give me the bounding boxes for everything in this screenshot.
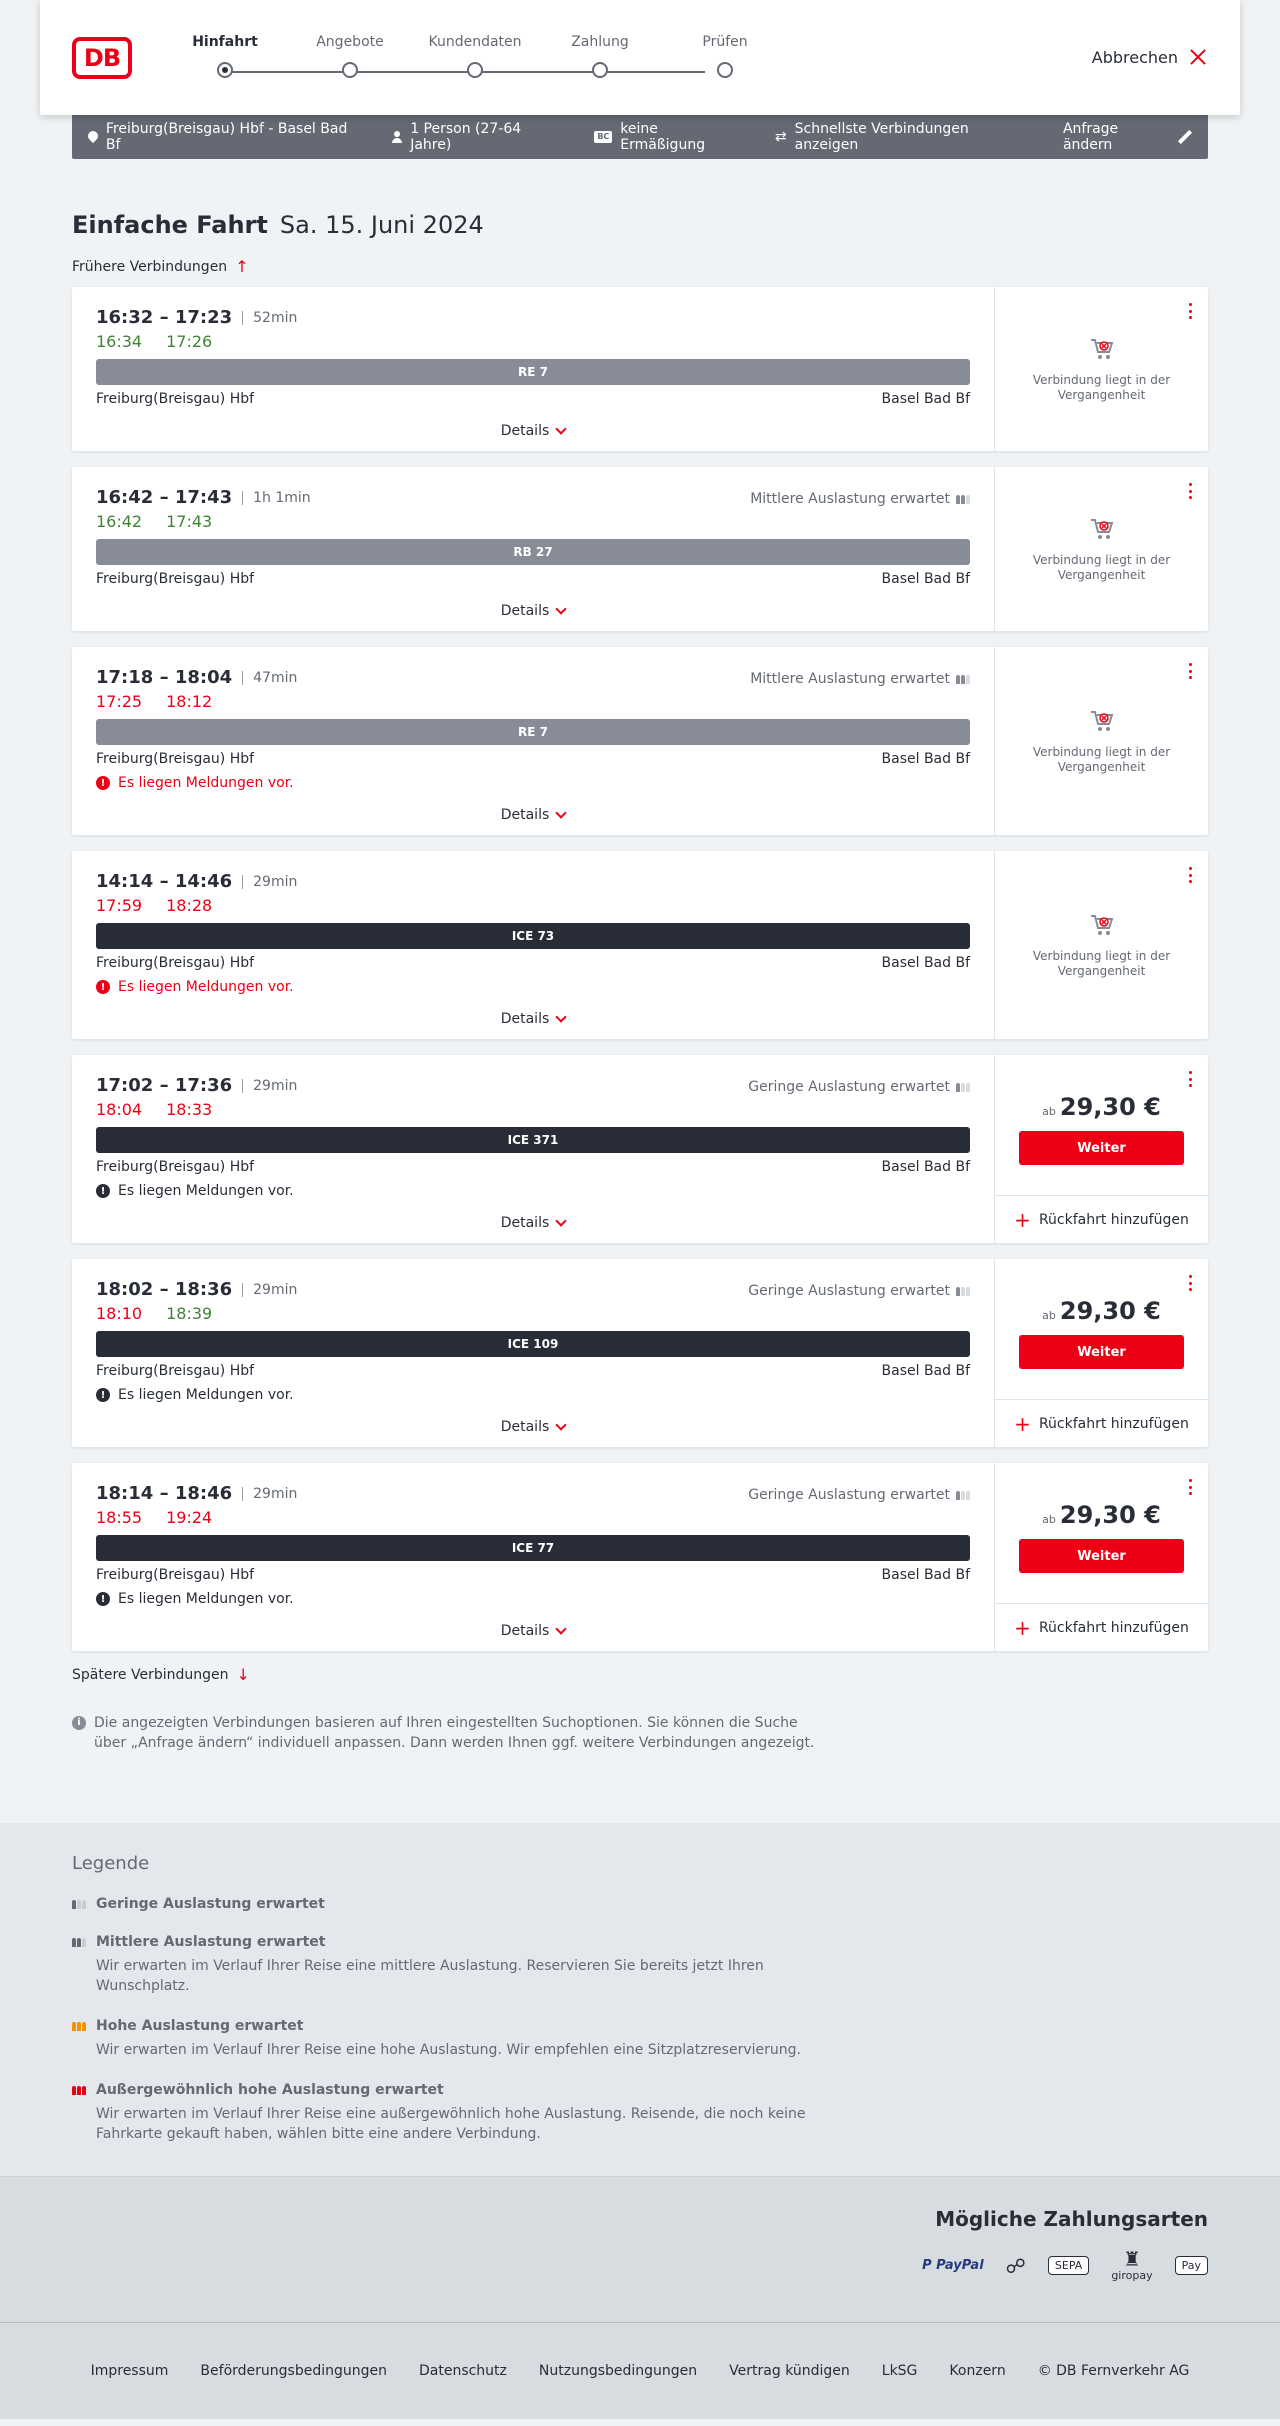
message-text: Es liegen Meldungen vor.	[118, 1183, 294, 1199]
occupancy-level-icon	[72, 1938, 88, 1947]
info-text: Die angezeigten Verbindungen basieren auf Ihren eingestellten Suchoptionen. Sie können die Suche über „Anfrage ändern“ individuell anpassen. Dann werden Ihnen ggf. weitere Verbindungen angezeigt.	[94, 1715, 815, 1751]
price	[1042, 1297, 1161, 1325]
header	[40, 0, 1240, 115]
connection-info	[72, 1259, 995, 1447]
apple-pay-label: Pay	[1181, 2259, 1201, 2272]
step-dot	[592, 62, 608, 78]
occupancy-label: Mittlere Auslastung erwartet	[750, 491, 950, 507]
realtime-arrival: 19:24	[166, 1508, 213, 1527]
chevron-down-icon	[556, 603, 567, 614]
query-mode	[775, 121, 1033, 153]
step-dot	[342, 62, 358, 78]
sepa-icon: SEPA	[1048, 2256, 1089, 2275]
connection-info	[72, 287, 995, 451]
connection-info	[72, 851, 995, 1039]
planned-times: 16:32 – 17:23	[96, 307, 233, 328]
occupancy-icon	[956, 1491, 970, 1500]
legend-item	[72, 1896, 1208, 1912]
occupancy-label: Geringe Auslastung erwartet	[748, 1079, 950, 1095]
connection-card	[72, 1463, 1208, 1651]
train-bar[interactable]: RE 7	[96, 359, 970, 385]
query-route	[88, 121, 362, 153]
past-connection-notice	[995, 851, 1208, 1039]
chevron-down-icon	[556, 1623, 567, 1634]
bahncard-icon: BC	[594, 131, 612, 143]
stations-row	[96, 571, 970, 587]
more-options-icon[interactable]	[1188, 867, 1192, 883]
message-text: Es liegen Meldungen vor.	[118, 1387, 294, 1403]
past-connection-notice	[995, 467, 1208, 631]
return-label: Rückfahrt hinzufügen	[1038, 1415, 1189, 1432]
message-text: Es liegen Meldungen vor.	[118, 1591, 294, 1607]
price-prefix: ab	[1042, 1105, 1056, 1118]
details-label: Details	[500, 1011, 550, 1027]
planned-times-row	[96, 307, 970, 328]
disruption-message[interactable]	[96, 1591, 970, 1607]
origin-station: Freiburg(Breisgau) Hbf	[96, 1567, 255, 1583]
train-bar[interactable]: ICE 109	[96, 1331, 970, 1357]
stations-row	[96, 391, 970, 407]
planned-times: 14:14 – 14:46	[96, 871, 233, 892]
footer-link[interactable]: Vertrag kündigen	[729, 2363, 850, 2379]
connection-card	[72, 1055, 1208, 1243]
occupancy-indicator	[748, 1487, 970, 1503]
cart-unavailable-icon	[1088, 335, 1116, 363]
realtime-arrival: 18:12	[166, 692, 213, 711]
person-icon	[392, 131, 402, 143]
payment-icons	[72, 2249, 1208, 2282]
step-dot	[467, 62, 483, 78]
occupancy-icon	[956, 675, 970, 684]
details-toggle[interactable]	[96, 423, 970, 439]
search-info-note	[72, 1713, 832, 1753]
realtime-departure: 18:55	[96, 1508, 143, 1527]
origin-station: Freiburg(Breisgau) Hbf	[96, 571, 255, 587]
train-bar[interactable]: ICE 77	[96, 1535, 970, 1561]
main-content	[72, 211, 1208, 1753]
occupancy-icon	[956, 495, 970, 504]
disruption-message[interactable]	[96, 775, 970, 791]
message-text: Es liegen Meldungen vor.	[118, 979, 294, 995]
connection-info	[72, 1055, 995, 1243]
info-icon: i	[72, 1716, 86, 1730]
destination-station: Basel Bad Bf	[881, 1159, 970, 1175]
details-toggle[interactable]	[96, 1215, 970, 1231]
location-pin-icon	[88, 131, 98, 143]
logo-text: DB	[83, 44, 121, 72]
footer	[0, 2322, 1280, 2419]
stations-row	[96, 955, 970, 971]
giropay-label: giropay	[1111, 2269, 1153, 2282]
destination-station: Basel Bad Bf	[881, 1363, 970, 1379]
destination-station: Basel Bad Bf	[881, 571, 970, 587]
price-box	[995, 1463, 1208, 1603]
train-bar[interactable]: ICE 73	[96, 923, 970, 949]
train-bar[interactable]: RB 27	[96, 539, 970, 565]
occupancy-level-icon	[72, 2086, 88, 2095]
disruption-message[interactable]	[96, 1387, 970, 1403]
occupancy-level-icon	[72, 1900, 88, 1909]
db-logo[interactable]	[72, 37, 132, 79]
disruption-message[interactable]	[96, 979, 970, 995]
duration: 29min	[242, 1487, 297, 1501]
connection-card	[72, 467, 1208, 631]
giropay-icon: ♜ giropay	[1111, 2247, 1153, 2282]
cart-unavailable-icon	[1088, 515, 1116, 543]
swap-arrows-icon: ⇄	[774, 129, 787, 145]
legend-title-text: Hohe Auslastung erwartet	[96, 2018, 304, 2034]
legend-item-title	[72, 1934, 1208, 1950]
query-passengers	[392, 121, 564, 153]
legend-section	[0, 1823, 1280, 2176]
alert-icon: !	[96, 776, 110, 790]
plus-icon: +	[1014, 1207, 1031, 1232]
details-label: Details	[500, 1623, 550, 1639]
occupancy-indicator	[748, 1079, 970, 1095]
realtime-arrival: 18:33	[166, 1100, 213, 1119]
planned-times: 18:02 – 18:36	[96, 1279, 233, 1300]
price-value: 29,30 €	[1059, 1093, 1161, 1121]
step-4[interactable]	[535, 34, 665, 78]
occupancy-indicator	[750, 491, 970, 507]
occupancy-level-icon	[72, 2022, 88, 2031]
footer-link[interactable]: Impressum	[90, 2363, 169, 2379]
step-label: Angebote	[316, 34, 384, 50]
footer-link[interactable]: Konzern	[949, 2363, 1006, 2379]
realtime-row	[96, 512, 970, 531]
query-summary-bar	[72, 115, 1208, 159]
step-label: Hinfahrt	[192, 34, 258, 50]
realtime-row	[96, 692, 970, 711]
occupancy-indicator	[748, 1283, 970, 1299]
connection-card	[72, 1259, 1208, 1447]
connection-offer	[995, 1055, 1208, 1243]
train-bar[interactable]: RE 7	[96, 719, 970, 745]
realtime-arrival: 17:43	[166, 512, 213, 531]
plus-icon: +	[1014, 1411, 1031, 1436]
footer-link[interactable]: Datenschutz	[418, 2363, 507, 2379]
realtime-departure: 16:42	[96, 512, 143, 531]
payment-methods-section	[0, 2176, 1280, 2322]
occupancy-label: Mittlere Auslastung erwartet	[750, 671, 950, 687]
credit-card-icon: ☍	[1005, 2253, 1026, 2278]
later-label: Spätere Verbindungen	[72, 1667, 229, 1683]
add-return-trip-button[interactable]	[995, 1399, 1208, 1447]
edit-query-label: Anfrage ändern	[1062, 121, 1119, 153]
connection-offer	[995, 1259, 1208, 1447]
train-bar[interactable]: ICE 371	[96, 1127, 970, 1153]
duration: 29min	[242, 1079, 297, 1093]
price-prefix: ab	[1042, 1513, 1056, 1526]
earlier-label: Frühere Verbindungen	[72, 259, 228, 275]
step-label: Zahlung	[571, 34, 629, 50]
past-connection-notice	[995, 287, 1208, 451]
price-value: 29,30 €	[1059, 1297, 1161, 1325]
legend-item	[72, 2018, 1208, 2060]
occupancy-icon	[956, 1287, 970, 1296]
past-text: Verbindung liegt in der Vergangenheit	[1032, 745, 1171, 774]
origin-station: Freiburg(Breisgau) Hbf	[96, 751, 255, 767]
connection-card	[72, 647, 1208, 835]
realtime-arrival: 18:28	[166, 896, 213, 915]
later-connections-link[interactable]	[72, 1667, 250, 1683]
travel-date: Sa. 15. Juni 2024	[279, 211, 484, 239]
connection-offer	[995, 467, 1208, 631]
realtime-departure: 17:25	[96, 692, 143, 711]
discount-text: keine Ermäßigung	[620, 121, 706, 153]
realtime-row	[96, 1304, 970, 1323]
continue-button[interactable]: Weiter	[1019, 1539, 1184, 1573]
legend-item-description: Wir erwarten im Verlauf Ihrer Reise eine hohe Auslastung. Wir empfehlen eine Sitzplatzreservierung.	[96, 2042, 801, 2058]
past-text: Verbindung liegt in der Vergangenheit	[1032, 373, 1171, 402]
disruption-message[interactable]	[96, 1183, 970, 1199]
details-label: Details	[500, 807, 550, 823]
arrow-down-icon: ↓	[236, 1665, 250, 1684]
chevron-down-icon	[556, 1215, 567, 1226]
stations-row	[96, 1567, 970, 1583]
legend-title-text: Außergewöhnlich hohe Auslastung erwartet	[96, 2082, 444, 2098]
page-title-row	[72, 211, 1208, 239]
return-label: Rückfahrt hinzufügen	[1038, 1211, 1189, 1228]
alert-icon: !	[96, 980, 110, 994]
connection-offer	[995, 1463, 1208, 1651]
planned-times-row	[96, 871, 970, 892]
details-label: Details	[500, 603, 550, 619]
stations-row	[96, 1363, 970, 1379]
details-toggle[interactable]	[96, 603, 970, 619]
chevron-down-icon	[556, 807, 567, 818]
progress-stepper	[192, 34, 748, 84]
destination-station: Basel Bad Bf	[881, 751, 970, 767]
realtime-arrival: 18:39	[166, 1304, 213, 1323]
step-3[interactable]	[410, 34, 540, 78]
step-1[interactable]	[160, 34, 290, 78]
page-title: Einfache Fahrt	[72, 211, 268, 239]
legend-item	[72, 1934, 1208, 1996]
price-box	[995, 1259, 1208, 1399]
past-text: Verbindung liegt in der Vergangenheit	[1032, 949, 1171, 978]
plus-icon: +	[1014, 1615, 1031, 1640]
occupancy-label: Geringe Auslastung erwartet	[748, 1283, 950, 1299]
details-toggle[interactable]	[96, 1419, 970, 1435]
footer-link[interactable]: LkSG	[881, 2363, 918, 2379]
connection-offer	[995, 851, 1208, 1039]
connection-info	[72, 467, 995, 631]
destination-station: Basel Bad Bf	[881, 955, 970, 971]
continue-button[interactable]: Weiter	[1019, 1131, 1184, 1165]
earlier-connections-link[interactable]	[72, 259, 249, 275]
arrow-up-icon: ↑	[235, 257, 249, 276]
origin-station: Freiburg(Breisgau) Hbf	[96, 1159, 255, 1175]
add-return-trip-button[interactable]	[995, 1195, 1208, 1243]
past-connection-notice	[995, 647, 1208, 835]
legend-item	[72, 2082, 1208, 2144]
legend-title: Legende	[72, 1853, 150, 1874]
destination-station: Basel Bad Bf	[881, 391, 970, 407]
past-text: Verbindung liegt in der Vergangenheit	[1032, 553, 1171, 582]
edit-query-button[interactable]	[1063, 121, 1192, 153]
details-label: Details	[500, 423, 550, 439]
connection-card	[72, 851, 1208, 1039]
alert-icon: !	[96, 1388, 110, 1402]
legend-title-text: Geringe Auslastung erwartet	[96, 1896, 325, 1912]
continue-button[interactable]: Weiter	[1019, 1335, 1184, 1369]
connection-card	[72, 287, 1208, 451]
legend-item-title	[72, 1896, 1208, 1912]
origin-station: Freiburg(Breisgau) Hbf	[96, 955, 255, 971]
realtime-departure: 16:34	[96, 332, 143, 351]
passengers-text: 1 Person (27-64 Jahre)	[410, 121, 522, 153]
stations-row	[96, 751, 970, 767]
step-2[interactable]	[285, 34, 415, 78]
realtime-arrival: 17:26	[166, 332, 213, 351]
paypal-icon: P PayPal	[922, 2258, 984, 2273]
price	[1042, 1093, 1161, 1121]
connection-info	[72, 1463, 995, 1651]
legend-item-title	[72, 2082, 1208, 2098]
stations-row	[96, 1159, 970, 1175]
legend-title-text: Mittlere Auslastung erwartet	[96, 1934, 326, 1950]
close-icon	[1188, 47, 1208, 67]
alert-icon: !	[96, 1184, 110, 1198]
route-text: Freiburg(Breisgau) Hbf - Basel Bad Bf	[105, 121, 348, 153]
realtime-departure: 18:10	[96, 1304, 143, 1323]
more-options-icon[interactable]	[1188, 1071, 1192, 1087]
chevron-down-icon	[556, 1011, 567, 1022]
step-label: Kundendaten	[428, 34, 522, 50]
price	[1042, 1501, 1161, 1529]
duration: 47min	[242, 671, 297, 685]
legend-item-description: Wir erwarten im Verlauf Ihrer Reise eine mittlere Auslastung. Reservieren Sie bereits jetzt Ihren Wunschplatz.	[96, 1958, 764, 1994]
connection-info	[72, 647, 995, 835]
details-toggle[interactable]	[96, 1011, 970, 1027]
alert-icon: !	[96, 1592, 110, 1606]
realtime-row	[96, 1100, 970, 1119]
realtime-row	[96, 1508, 970, 1527]
footer-link[interactable]: © DB Fernverkehr AG	[1037, 2363, 1190, 2379]
more-options-icon[interactable]	[1188, 303, 1192, 319]
chevron-down-icon	[556, 423, 567, 434]
more-options-icon[interactable]	[1188, 663, 1192, 679]
footer-link[interactable]: Beförderungsbedingungen	[200, 2363, 387, 2379]
pencil-icon	[1178, 130, 1192, 144]
cancel-button[interactable]	[1092, 47, 1208, 67]
details-toggle[interactable]	[96, 1623, 970, 1639]
occupancy-icon	[956, 1083, 970, 1092]
mode-text: Schnellste Verbindungen anzeigen	[794, 121, 969, 153]
duration: 1h 1min	[242, 491, 311, 505]
realtime-departure: 17:59	[96, 896, 143, 915]
origin-station: Freiburg(Breisgau) Hbf	[96, 1363, 255, 1379]
more-options-icon[interactable]	[1188, 1479, 1192, 1495]
step-5[interactable]	[660, 34, 790, 78]
payment-title: Mögliche Zahlungsarten	[935, 2207, 1208, 2231]
occupancy-indicator	[750, 671, 970, 687]
add-return-trip-button[interactable]	[995, 1603, 1208, 1651]
price-value: 29,30 €	[1059, 1501, 1161, 1529]
connection-offer	[995, 647, 1208, 835]
origin-station: Freiburg(Breisgau) Hbf	[96, 391, 255, 407]
legend-item-title	[72, 2018, 1208, 2034]
price-prefix: ab	[1042, 1309, 1056, 1322]
more-options-icon[interactable]	[1188, 1275, 1192, 1291]
planned-times: 17:18 – 18:04	[96, 667, 233, 688]
connection-offer	[995, 287, 1208, 451]
duration: 29min	[242, 1283, 297, 1297]
occupancy-label: Geringe Auslastung erwartet	[748, 1487, 950, 1503]
query-discount	[594, 121, 745, 153]
planned-times: 18:14 – 18:46	[96, 1483, 233, 1504]
realtime-row	[96, 896, 970, 915]
cart-unavailable-icon	[1088, 707, 1116, 735]
details-label: Details	[500, 1419, 550, 1435]
more-options-icon[interactable]	[1188, 483, 1192, 499]
step-dot	[217, 62, 233, 78]
duration: 52min	[242, 311, 297, 325]
destination-station: Basel Bad Bf	[881, 1567, 970, 1583]
duration: 29min	[242, 875, 297, 889]
step-dot	[717, 62, 733, 78]
legend-item-description: Wir erwarten im Verlauf Ihrer Reise eine außergewöhnlich hohe Auslastung. Reisende, die noch keine Fahrkarte gekauft haben, wählen bitte eine andere Verbindung.	[96, 2106, 806, 2142]
details-toggle[interactable]	[96, 807, 970, 823]
price-box	[995, 1055, 1208, 1195]
cart-unavailable-icon	[1088, 911, 1116, 939]
planned-times: 17:02 – 17:36	[96, 1075, 233, 1096]
message-text: Es liegen Meldungen vor.	[118, 775, 294, 791]
chevron-down-icon	[556, 1419, 567, 1430]
details-label: Details	[500, 1215, 550, 1231]
footer-link[interactable]: Nutzungsbedingungen	[538, 2363, 698, 2379]
planned-times: 16:42 – 17:43	[96, 487, 233, 508]
return-label: Rückfahrt hinzufügen	[1038, 1619, 1189, 1636]
realtime-departure: 18:04	[96, 1100, 143, 1119]
realtime-row	[96, 332, 970, 351]
step-label: Prüfen	[702, 34, 748, 50]
apple-pay-icon	[1175, 2256, 1208, 2275]
cancel-label: Abbrechen	[1091, 47, 1178, 67]
